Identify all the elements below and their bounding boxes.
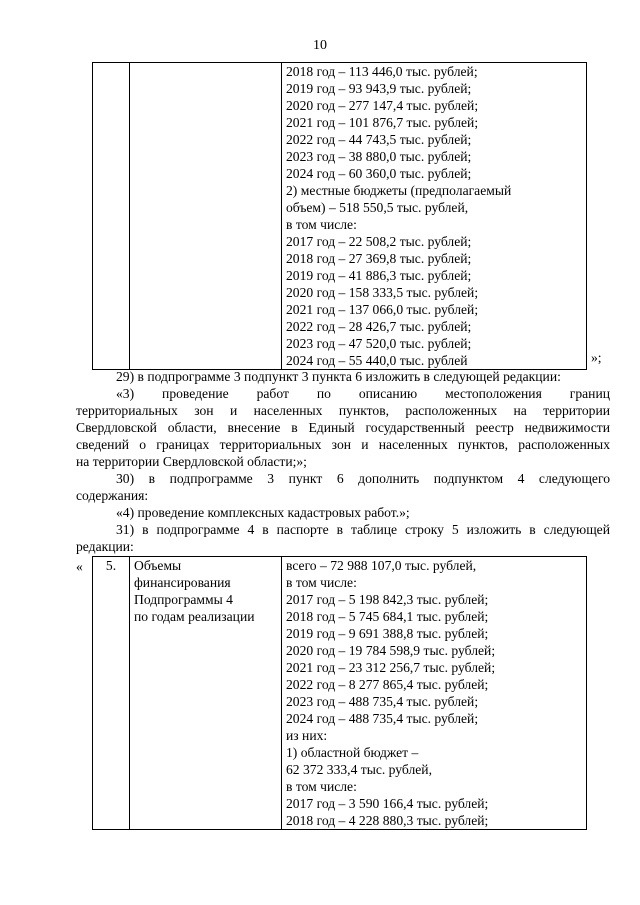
page-number: 10	[313, 38, 327, 53]
value-line: 2019 год – 41 886,3 тыс. рублей;	[286, 268, 472, 283]
value-line: 2023 год – 38 880,0 тыс. рублей;	[286, 149, 472, 164]
label-line: финансирования	[134, 575, 231, 590]
value-line: 2021 год – 23 312 256,7 тыс. рублей;	[286, 660, 496, 675]
value-line: 2020 год – 19 784 598,9 тыс. рублей;	[286, 643, 496, 658]
paragraph-29-quote-line: «3) проведение работ по описанию местоположения границ	[116, 386, 610, 401]
value-line: из них:	[286, 728, 328, 743]
value-line: 2018 год – 4 228 880,3 тыс. рублей;	[286, 813, 489, 828]
paragraph-29-quote-line: Свердловской области, внесение в Единый государственный реестр недвижимости	[76, 420, 610, 435]
financing-table-row-5	[92, 556, 587, 830]
value-line: 2023 год – 488 735,4 тыс. рублей;	[286, 694, 479, 709]
value-line: 1) областной бюджет –	[286, 745, 419, 760]
value-line: 2020 год – 277 147,4 тыс. рублей;	[286, 98, 479, 113]
value-line: 2019 год – 9 691 388,8 тыс. рублей;	[286, 626, 489, 641]
value-line: в том числе:	[286, 217, 357, 232]
paragraph-29-quote-line: сведений о границах территориальных зон и населенных пунктов, расположенных	[76, 437, 610, 452]
financing-table-continued	[92, 62, 587, 370]
value-line: в том числе:	[286, 575, 357, 590]
value-line: 2024 год – 488 735,4 тыс. рублей;	[286, 711, 479, 726]
table1-values-cell	[282, 63, 587, 370]
value-line: 2017 год – 3 590 166,4 тыс. рублей;	[286, 796, 489, 811]
row-values	[286, 557, 582, 829]
row-number: 5.	[93, 557, 130, 830]
closing-quote: »;	[591, 350, 602, 365]
value-line: 2023 год – 47 520,0 тыс. рублей;	[286, 336, 472, 351]
value-line: 2024 год – 60 360,0 тыс. рублей;	[286, 166, 472, 181]
paragraph-29-quote-line: территориальных зон и населенных пунктов, расположенных на территории	[76, 403, 610, 418]
table1-number-cell	[93, 63, 130, 370]
paragraph-29: 29) в подпрограмме 3 подпункт 3 пункта 6 изложить в следующей редакции:	[116, 369, 561, 384]
value-line: объем) – 518 550,5 тыс. рублей,	[286, 200, 469, 215]
paragraph-31: 31) в подпрограмме 4 в паспорте в таблице строку 5 изложить в следующей	[116, 522, 610, 537]
value-line: в том числе:	[286, 779, 357, 794]
label-line: Подпрограммы 4	[134, 592, 233, 607]
row-label-cell	[130, 557, 282, 830]
value-line: 2) местные бюджеты (предполагаемый	[286, 183, 512, 198]
paragraph-31-cont: редакции:	[76, 539, 134, 554]
value-line: 2022 год – 28 426,7 тыс. рублей;	[286, 319, 472, 334]
value-line: 2017 год – 5 198 842,3 тыс. рублей;	[286, 592, 489, 607]
value-line: 2018 год – 113 446,0 тыс. рублей;	[286, 64, 478, 79]
table1-label-cell	[130, 63, 282, 370]
label-line: по годам реализации	[134, 609, 255, 624]
value-line: 2021 год – 101 876,7 тыс. рублей;	[286, 115, 479, 130]
value-line: 2022 год – 8 277 865,4 тыс. рублей;	[286, 677, 489, 692]
table1-values	[286, 63, 582, 369]
value-line: 2021 год – 137 066,0 тыс. рублей;	[286, 302, 479, 317]
value-line: 2017 год – 22 508,2 тыс. рублей;	[286, 234, 472, 249]
value-line: 62 372 333,4 тыс. рублей,	[286, 762, 432, 777]
value-line: 2019 год – 93 943,9 тыс. рублей;	[286, 81, 472, 96]
label-line: Объемы	[134, 558, 182, 573]
value-line: всего – 72 988 107,0 тыс. рублей,	[286, 558, 477, 573]
value-line: 2020 год – 158 333,5 тыс. рублей;	[286, 285, 479, 300]
value-line: 2022 год – 44 743,5 тыс. рублей;	[286, 132, 472, 147]
paragraph-29-quote-line: на территории Свердловской области;»;	[76, 454, 307, 469]
row-label	[134, 557, 277, 625]
paragraph-30: 30) в подпрограмме 3 пункт 6 дополнить подпунктом 4 следующего	[116, 471, 610, 486]
paragraph-30-quote: «4) проведение комплексных кадастровых работ.»;	[116, 505, 410, 520]
opening-quote: «	[76, 559, 83, 574]
paragraph-30-cont: содержания:	[76, 488, 149, 503]
value-line: 2024 год – 55 440,0 тыс. рублей	[286, 353, 468, 368]
value-line: 2018 год – 5 745 684,1 тыс. рублей;	[286, 609, 489, 624]
value-line: 2018 год – 27 369,8 тыс. рублей;	[286, 251, 472, 266]
row-values-cell	[282, 557, 587, 830]
amendment-29	[76, 368, 610, 555]
